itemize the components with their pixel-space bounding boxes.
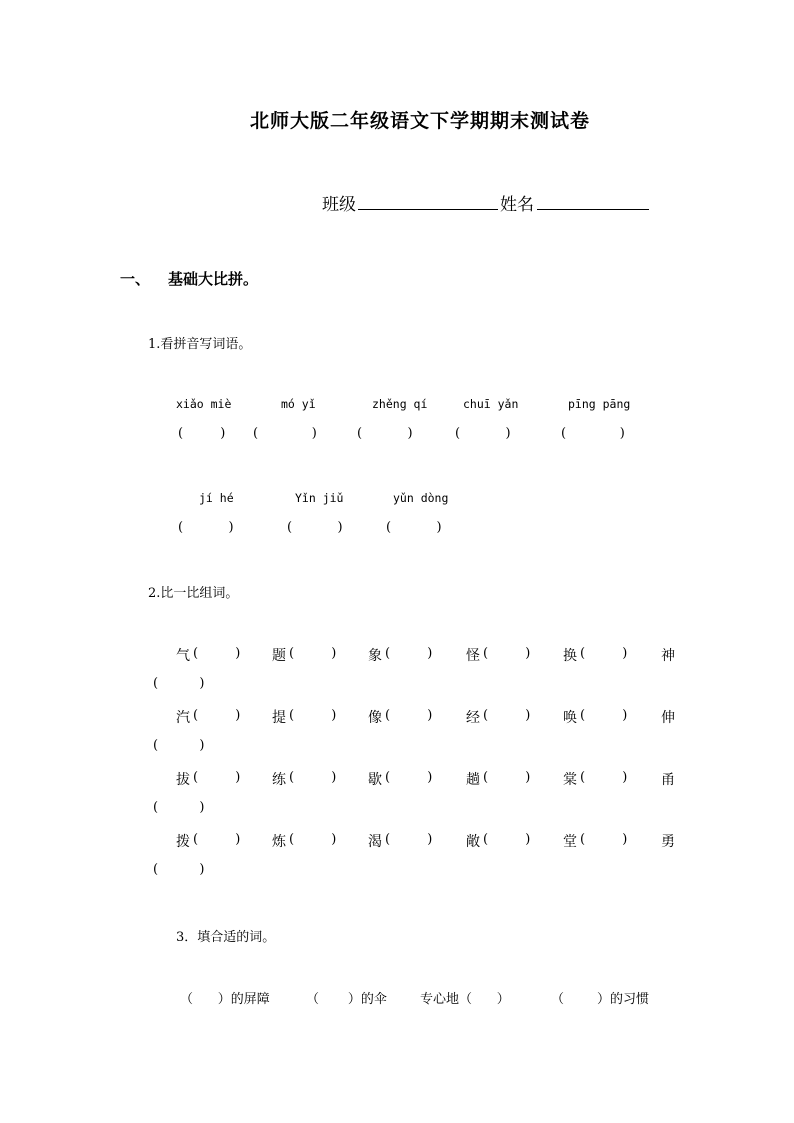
compare-char: 唤 bbox=[563, 710, 577, 726]
answer-paren[interactable]: ( ) bbox=[455, 426, 511, 441]
answer-paren[interactable]: ( ) bbox=[289, 708, 337, 723]
compare-char: 拔 bbox=[176, 772, 190, 788]
answer-paren[interactable]: ( ) bbox=[580, 708, 628, 723]
fill-item[interactable]: 专心地（ ） bbox=[420, 992, 510, 1007]
compare-char: 拨 bbox=[176, 834, 190, 850]
answer-paren[interactable]: ( ) bbox=[385, 708, 433, 723]
answer-paren[interactable]: ( ) bbox=[561, 426, 625, 441]
answer-paren[interactable]: ( ) bbox=[193, 646, 241, 661]
pinyin: yǔn dòng bbox=[393, 491, 449, 505]
compare-char: 棠 bbox=[563, 772, 577, 788]
compare-char: 伸 bbox=[661, 710, 675, 726]
compare-char: 怪 bbox=[466, 648, 480, 664]
fill-item[interactable]: （ ）的屏障 bbox=[180, 992, 270, 1007]
compare-char: 象 bbox=[368, 648, 382, 664]
compare-char: 汽 bbox=[176, 710, 190, 726]
answer-paren[interactable]: ( ) bbox=[580, 832, 628, 847]
q3-label: 3．填合适的词。 bbox=[176, 930, 276, 945]
pinyin: Yǐn jiǔ bbox=[295, 491, 344, 505]
pinyin: jí hé bbox=[199, 491, 234, 505]
answer-paren[interactable]: ( ) bbox=[253, 426, 317, 441]
section-number: 一、 bbox=[120, 270, 151, 288]
answer-paren[interactable]: ( ) bbox=[386, 520, 442, 535]
compare-char: 歇 bbox=[368, 772, 382, 788]
fill-item[interactable]: （ ）的伞 bbox=[306, 992, 387, 1007]
compare-char: 堂 bbox=[563, 834, 577, 850]
pinyin: chuī yǎn bbox=[463, 397, 519, 411]
answer-paren[interactable]: ( ) bbox=[178, 520, 234, 535]
answer-paren[interactable]: ( ) bbox=[385, 770, 433, 785]
compare-char: 像 bbox=[368, 710, 382, 726]
pinyin: zhěng qí bbox=[372, 397, 428, 411]
compare-char: 换 bbox=[563, 648, 577, 664]
answer-paren[interactable]: ( ) bbox=[193, 770, 241, 785]
answer-paren[interactable]: ( ) bbox=[483, 770, 531, 785]
section-heading: 基础大比拼。 bbox=[168, 270, 259, 288]
answer-paren[interactable]: ( ) bbox=[153, 676, 205, 691]
answer-paren[interactable]: ( ) bbox=[580, 646, 628, 661]
answer-paren[interactable]: ( ) bbox=[483, 832, 531, 847]
pinyin: pīng pāng bbox=[568, 397, 631, 411]
compare-char: 神 bbox=[661, 648, 675, 664]
compare-char: 提 bbox=[272, 710, 286, 726]
compare-char: 炼 bbox=[272, 834, 286, 850]
answer-paren[interactable]: ( ) bbox=[357, 426, 413, 441]
compare-char: 渴 bbox=[368, 834, 382, 850]
compare-char: 题 bbox=[272, 648, 286, 664]
answer-paren[interactable]: ( ) bbox=[385, 646, 433, 661]
pinyin: xiǎo miè bbox=[176, 397, 232, 411]
answer-paren[interactable]: ( ) bbox=[153, 738, 205, 753]
answer-paren[interactable]: ( ) bbox=[289, 832, 337, 847]
answer-paren[interactable]: ( ) bbox=[178, 426, 226, 441]
pinyin: mó yǐ bbox=[281, 397, 316, 411]
name-label: 姓名 bbox=[500, 195, 534, 215]
compare-char: 敞 bbox=[466, 834, 480, 850]
answer-paren[interactable]: ( ) bbox=[580, 770, 628, 785]
answer-paren[interactable]: ( ) bbox=[193, 832, 241, 847]
name-blank[interactable] bbox=[537, 209, 649, 210]
answer-paren[interactable]: ( ) bbox=[193, 708, 241, 723]
page-title: 北师大版二年级语文下学期期末测试卷 bbox=[250, 110, 591, 132]
fill-item[interactable]: （ ）的习惯 bbox=[551, 992, 650, 1007]
compare-char: 气 bbox=[176, 648, 190, 664]
compare-char: 勇 bbox=[661, 834, 675, 850]
compare-char: 甬 bbox=[661, 772, 675, 788]
class-blank[interactable] bbox=[358, 209, 498, 210]
answer-paren[interactable]: ( ) bbox=[483, 646, 531, 661]
answer-paren[interactable]: ( ) bbox=[483, 708, 531, 723]
answer-paren[interactable]: ( ) bbox=[153, 862, 205, 877]
answer-paren[interactable]: ( ) bbox=[289, 770, 337, 785]
answer-paren[interactable]: ( ) bbox=[289, 646, 337, 661]
answer-paren[interactable]: ( ) bbox=[287, 520, 343, 535]
answer-paren[interactable]: ( ) bbox=[385, 832, 433, 847]
q1-label: 1.看拼音写词语。 bbox=[148, 337, 252, 352]
compare-char: 趟 bbox=[466, 772, 480, 788]
class-label: 班级 bbox=[322, 195, 356, 215]
compare-char: 经 bbox=[466, 710, 480, 726]
compare-char: 练 bbox=[272, 772, 286, 788]
answer-paren[interactable]: ( ) bbox=[153, 800, 205, 815]
q2-label: 2.比一比组词。 bbox=[148, 586, 239, 601]
